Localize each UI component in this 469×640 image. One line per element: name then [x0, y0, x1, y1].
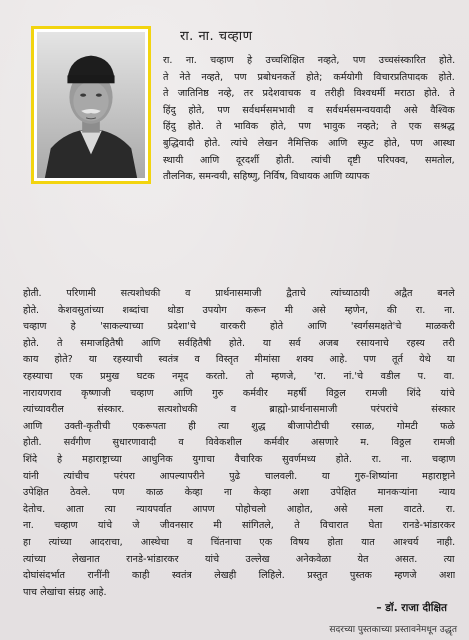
- text-line: त्यांच्या लेखनात रानडे-भांडारकर यांचे उल्लेख अनेकवेळा येत असत. त्या: [23, 553, 455, 565]
- text-line: बुद्धिवादी होते. त्यांचे लेखन नैमित्तिक आणि स्फुट होते, पण आस्था: [163, 137, 455, 149]
- text-line: काय होते? या रहस्याची स्वतंत्र व विस्तृत मीमांसा शक्य आहे. पण तूर्त येथे या: [23, 354, 455, 366]
- text-line: ते नेते नव्हते, पण प्रबोधनकर्ते होते; कर्मयोगी विचारप्रतिपादक होते.: [163, 71, 455, 83]
- text-line: रहस्याचा एक प्रमुख घटक नमूद करतो. तो म्हणजे, 'रा. नां.'चे वडील प. वा.: [23, 370, 455, 382]
- text-line: हिंदु होते, पण सर्वधर्मसमभावी व सर्वधर्मसमन्वयवादी असे वैश्विक: [163, 104, 455, 116]
- signature: – डॉ. राजा दीक्षित: [376, 602, 447, 614]
- main-paragraph: [23, 286, 455, 601]
- source-credit: सदरच्या पुस्तकाच्या प्रस्तावनेमधून उद्धृत: [329, 625, 457, 635]
- text-line: दोघांसंदर्भात रानींनी काही स्वतंत्र लेखही लिहिले. प्रस्तुत पुस्तक म्हणजे अशा: [23, 570, 455, 582]
- text-line: रा. ना. चव्हाण हे उच्चशिक्षित नव्हते, पण उच्चसंस्कारित होते.: [163, 55, 455, 66]
- text-line: नारायणराव कृष्णाजी चव्हाण आणि गुरु कर्मवीर महर्षी विठ्ठल रामजी शिंदे यांचे: [23, 387, 455, 399]
- portrait-photo-icon: [37, 32, 145, 178]
- text-line: होती. सर्वंगीण सुधारणावादी व विवेकशील कर्मवीर असणारे म. विठ्ठल रामजी: [23, 437, 455, 449]
- author-portrait-photo: [37, 32, 145, 178]
- text-line: ना. चव्हाण यांचे जे जीवनसार मी सांगितले, ते विचारात घेता रानडे-भांडारकर: [23, 520, 455, 532]
- intro-paragraph: [163, 53, 455, 186]
- text-line: ते जातिनिष्ठ नव्हे, तर प्रदेशवाचक व तरीही विश्वधर्मी मराठा होते. ते: [163, 88, 455, 100]
- text-line: हा त्यांच्या आदराचा, आस्थेचा व चिंतनाचा एक विषय होता यात आश्चर्य नाही.: [23, 536, 455, 548]
- text-line: तौलनिक, समन्वयी, सहिष्णु, निर्विष, विधायक आणि व्यापक: [163, 171, 370, 183]
- text-line: देतोच. आता त्या न्यायपर्वात आपण पोहोचलो आहोत, असे मला वाटते. रा.: [23, 503, 455, 515]
- text-line: शिंदे हे महाराष्ट्राच्या आधुनिक युगाचा वैचारिक सुवर्णमध्य होते. रा. ना. चव्हाण: [23, 453, 455, 465]
- text-line: उपेक्षित ठेवले. पण काळ केव्हा ना केव्हा अशा उपेक्षित मानकऱ्यांना न्याय: [23, 487, 455, 499]
- text-line: त्यांच्यावरील संस्कार. सत्यशोधकी व ब्राह्मो-प्रार्थनासमाजी परंपरांचे संस्कार: [23, 404, 455, 416]
- text-line: चव्हाण हे 'साकल्याच्या प्रदेशा'चे वारकरी होते आणि 'स्वर्गसमक्षते'चे माळकरी: [23, 321, 455, 333]
- text-line: होती. परिणामी सत्यशोधकी व प्रार्थनासमाजी द्वैताचे त्यांच्याठायी अद्वैत बनले: [23, 288, 455, 299]
- text-line: आणि उक्ती-कृतीची एकरूपता ही त्या शुद्ध बीजापोटीची रसाळ, गोमटी फळे: [23, 420, 455, 432]
- author-photo-frame: [31, 26, 151, 184]
- text-line: यांनी त्यांचीच परंपरा आपल्यापरीने पुढे चालवली. या गुरु-शिष्यांना महाराष्ट्राने: [23, 470, 455, 482]
- text-line: स्थायी आणि दूरदर्शी होती. त्यांची दृष्टी परिपक्व, समतोल,: [163, 154, 455, 166]
- text-line: पाच लेखांचा संग्रह आहे.: [23, 586, 107, 598]
- text-line: हिंदु होते. ते भाविक होते, पण भावुक नव्हते; ते एक सश्रद्ध: [163, 121, 455, 133]
- text-line: होते. ते समाजहितैषी आणि सर्वहितैषी होते. या सर्व अजब रसायनाचे रहस्य तरी: [23, 337, 455, 349]
- author-name-heading: रा. ना. चव्हाण: [180, 29, 253, 44]
- text-line: होते. केशवसुतांच्या शब्दांचा थोडा उपयोग करून मी असे म्हणेन, की रा. ना.: [23, 304, 455, 316]
